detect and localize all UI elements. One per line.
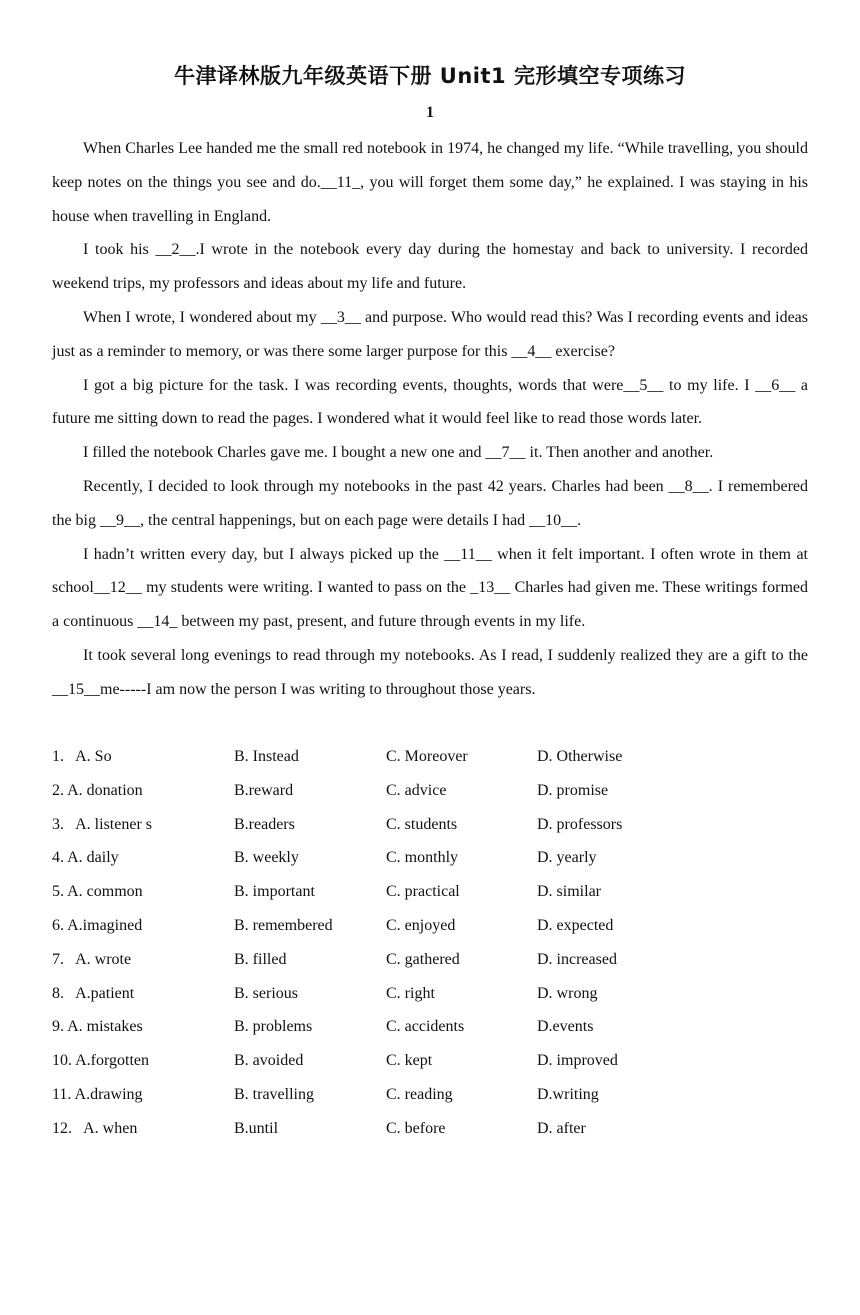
option-c: C. practical <box>386 883 460 901</box>
option-c: C. reading <box>386 1085 453 1103</box>
option-b: B. Instead <box>234 748 299 765</box>
option-c: C. kept <box>386 1052 433 1070</box>
question-row <box>52 1010 808 1044</box>
option-a: 7. A. wrote <box>52 950 132 968</box>
passage-paragraph: Recently, I decided to look through my notebooks in the past 42 years. Charles had been __8__. I remembered the big __9__, the central happenings, but on each page were details I had __10__. <box>52 477 808 529</box>
option-c: C. monthly <box>386 849 459 867</box>
question-row <box>52 1112 808 1146</box>
option-b: B. weekly <box>234 849 299 867</box>
option-c: C. before <box>386 1119 446 1137</box>
question-row <box>52 774 808 808</box>
option-b: B. filled <box>234 950 287 968</box>
option-b: B. travelling <box>234 1085 314 1103</box>
question-row <box>52 740 808 774</box>
option-d: D. similar <box>537 883 601 901</box>
option-a: 9. A. mistakes <box>52 1018 143 1036</box>
question-row <box>52 1044 808 1078</box>
section-number: 1 <box>426 104 434 121</box>
passage-paragraph: I got a big picture for the task. I was recording events, thoughts, words that were__5__ to my life. I __6__ a future me sitting down to read the pages. I wondered what it would feel like to read those words later. <box>52 376 808 428</box>
option-b: B.until <box>234 1119 279 1137</box>
option-d: D.events <box>537 1018 594 1036</box>
question-row <box>52 1078 808 1112</box>
option-a: 6. A.imagined <box>52 916 143 934</box>
option-c: C. enjoyed <box>386 916 456 934</box>
option-b: B. serious <box>234 984 298 1002</box>
option-a: 8. A.patient <box>52 984 135 1002</box>
option-c: C. right <box>386 984 435 1002</box>
option-b: B. remembered <box>234 916 333 934</box>
option-a: 4. A. daily <box>52 849 119 867</box>
option-c: C. accidents <box>386 1018 465 1036</box>
passage-paragraph: When Charles Lee handed me the small red notebook in 1974, he changed my life. “While travelling, you should keep notes on the things you see and do.__11_, you will forget them some day,” he explained. I was staying in his house when travelling in England. <box>52 140 808 225</box>
option-a: 3. A. listener s <box>52 815 152 833</box>
question-row <box>52 875 808 909</box>
option-d: D. improved <box>537 1052 618 1070</box>
passage-paragraph: When I wrote, I wondered about my __3__ and purpose. Who would read this? Was I recording events and ideas just as a reminder to memory, or was there some larger purpose for this __4__ exercise? <box>52 308 808 360</box>
option-d: D. expected <box>537 916 614 934</box>
option-a: 10. A.forgotten <box>52 1052 150 1070</box>
option-d: D. wrong <box>537 984 598 1002</box>
option-a: 5. A. common <box>52 883 143 901</box>
option-b: B.reward <box>234 781 294 799</box>
document-title: 牛津译林版九年级英语下册 Unit1 完形填空专项练习 <box>174 64 686 88</box>
passage-paragraph: I hadn’t written every day, but I always picked up the __11__ when it felt important. I often wrote in them at school__12__ my students were writing. I wanted to pass on the _13__ Charles had given me. These writings formed a continuous __14_ between my past, present, and future through events in my life. <box>52 545 808 631</box>
question-row <box>52 943 808 977</box>
option-b: B. important <box>234 883 315 901</box>
option-d: D. after <box>537 1119 586 1137</box>
option-d: D. increased <box>537 950 617 968</box>
option-c: C. gathered <box>386 950 460 968</box>
option-c: C. students <box>386 815 458 833</box>
option-d: D. yearly <box>537 849 597 867</box>
option-d: D. promise <box>537 781 609 799</box>
passage-paragraph: I took his __2__.I wrote in the notebook every day during the homestay and back to university. I recorded weekend trips, my professors and ideas about my life and future. <box>52 241 808 293</box>
option-b: B.readers <box>234 815 295 833</box>
option-b: B. problems <box>234 1018 313 1036</box>
passage-paragraph: It took several long evenings to read through my notebooks. As I read, I suddenly realized they are a gift to the __15__me-----I am now the person I was writing to throughout those years. <box>52 646 808 698</box>
option-a: 12. A. when <box>52 1119 138 1137</box>
option-d: D. professors <box>537 815 623 833</box>
option-d: D. Otherwise <box>537 748 623 765</box>
question-row <box>52 841 808 875</box>
question-row <box>52 808 808 842</box>
question-row <box>52 909 808 943</box>
option-a: 11. A.drawing <box>52 1085 143 1103</box>
option-d: D.writing <box>537 1085 599 1103</box>
option-c: C. Moreover <box>386 748 468 765</box>
cloze-passage <box>52 132 808 707</box>
option-b: B. avoided <box>234 1052 304 1070</box>
answer-options-list <box>52 740 808 1146</box>
question-row <box>52 977 808 1011</box>
passage-paragraph: I filled the notebook Charles gave me. I bought a new one and __7__ it. Then another and another. <box>83 444 714 462</box>
option-a: 2. A. donation <box>52 781 143 799</box>
option-a: 1. A. So <box>52 748 112 765</box>
option-c: C. advice <box>386 781 447 799</box>
